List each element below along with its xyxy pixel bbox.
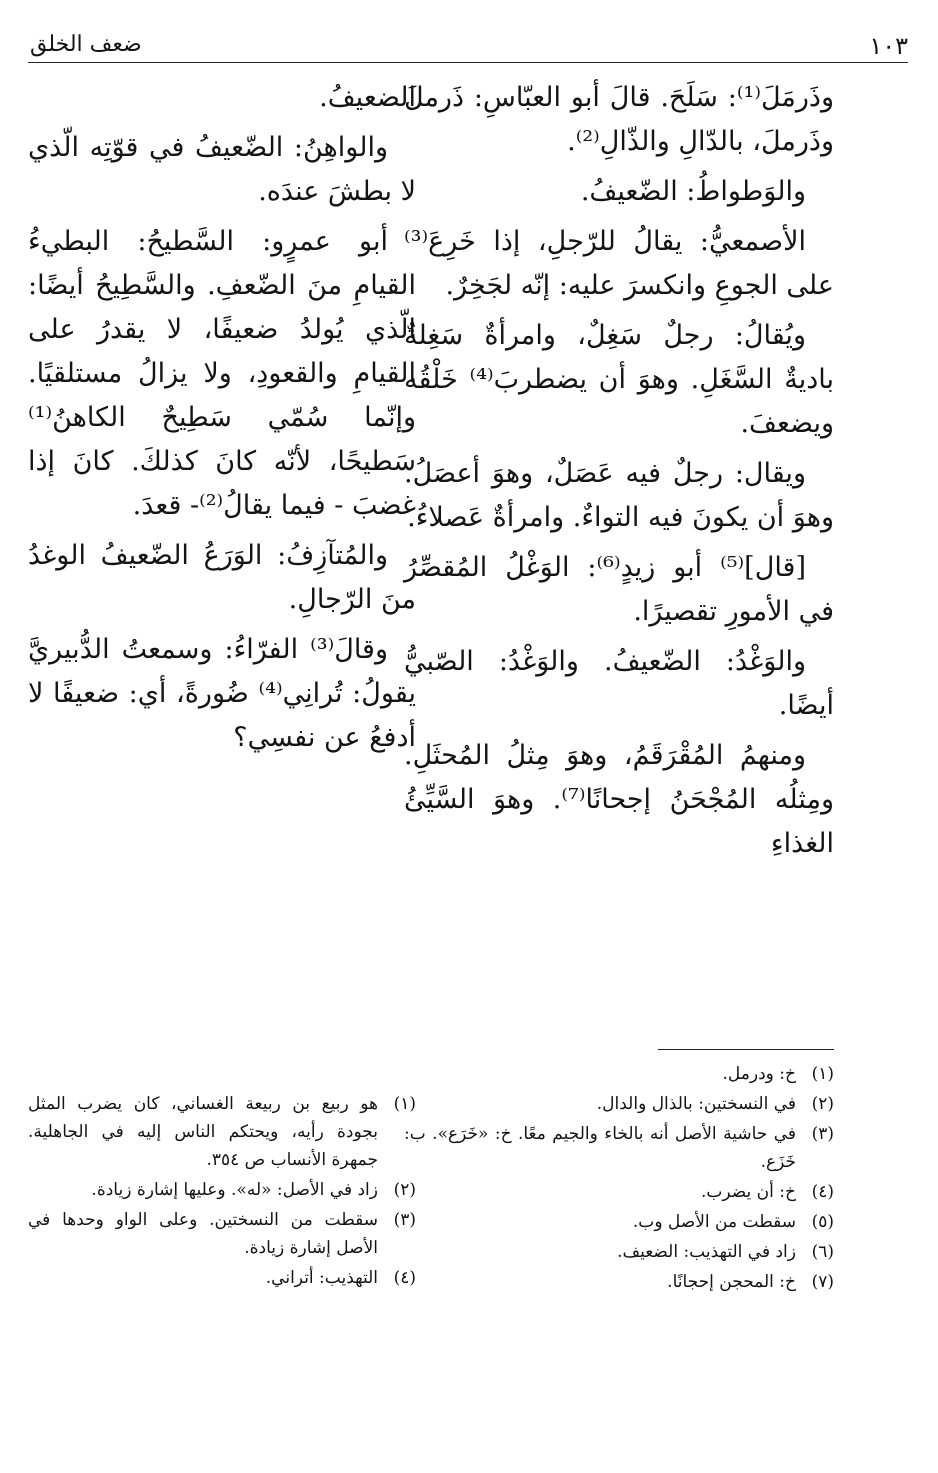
footnote-number: (٤): [393, 1268, 416, 1288]
footnote-number: (٦): [811, 1242, 834, 1262]
footnote: [28, 1206, 416, 1262]
footnote-text: سقطت من النسختين. وعلى الواو وحدها في الأصل إشارة زيادة.: [28, 1210, 378, 1258]
footnote-number: (٤): [811, 1182, 834, 1202]
footnote-text: زاد في التهذيب: الضعيف.: [617, 1242, 796, 1262]
running-title: ضعف الخلق: [30, 32, 142, 57]
footnote-number: (١): [811, 1064, 834, 1084]
footnote-text: التهذيب: أتراني.: [265, 1268, 378, 1288]
paragraph: والوَطواطُ: الضّعيفُ.: [580, 176, 806, 207]
paragraph: والوَغْدُ: الضّعيفُ. والوَغْدُ: الصّبيُّ أيضًا.: [404, 646, 834, 721]
footnote-text: خ: ودرمل.: [722, 1064, 796, 1084]
footnote-text: هو ربيع بن ربيعة الغساني، كان يضرب المثل بجودة رأيه، ويحتكم الناس إليه في الجاهلية. جمهرة الأنساب ص ٣٥٤.: [28, 1094, 378, 1170]
footnote: [404, 1268, 834, 1296]
footnote-text: في حاشية الأصل أنه بالخاء والجيم معًا. خ: «خَرَع». ب: خَزَع.: [404, 1124, 796, 1172]
footnote-text: خ: أن يضرب.: [701, 1182, 796, 1202]
paragraph: الأصمعيُّ: يقالُ للرّجلِ، إذا خَرِعَ⁽³⁾ على الجوعِ وانكسرَ عليه: إنّه لجَخِرٌ.: [404, 226, 834, 301]
footnote-text: سقطت من الأصل وب.: [632, 1212, 796, 1232]
paragraph: أبو عمرٍو: السَّطيحُ: البطيءُ القيامِ منَ الضّعفِ. والسَّطِيحُ أيضًا: الّذي يُولدُ ضعيفًا، لا يقدرُ على القيامِ والقعودِ، ولا يزالُ مستلقيًا. وإنّما سُمّي سَطِيحٌ الكاهنُ⁽¹⁾ سَطيحًا، لأنّه كانَ كذلكَ. كانَ إذا غضبَ - فيما يقالُ⁽²⁾- قعدَ.: [28, 226, 416, 521]
footnote-number: (٢): [393, 1180, 416, 1200]
footnote: [404, 1120, 834, 1176]
footnote: [404, 1208, 834, 1236]
footnote-number: (٥): [811, 1212, 834, 1232]
footnote: [404, 1178, 834, 1206]
footnote: [404, 1060, 834, 1088]
main-text-right-column: [404, 76, 834, 872]
footnotes-right-column: [404, 1060, 834, 1298]
footnote-divider: [658, 1049, 834, 1050]
paragraph: والواهِنُ: الضّعيفُ في قوّتِه الّذي لا بطشَ عندَه.: [28, 132, 416, 207]
paragraph: وقالَ⁽³⁾ الفرّاءُ: وسمعتُ الدُّبيريَّ يقولُ: تُرانِي⁽⁴⁾ ضُورةً، أي: ضعيفًا لا أدفعُ عن نفسِي؟: [28, 634, 417, 753]
footnote: [404, 1238, 834, 1266]
footnote-number: (٧): [811, 1272, 834, 1292]
footnote: [28, 1264, 416, 1292]
footnote-number: (٣): [393, 1210, 416, 1230]
paragraph: ويُقالُ: رجلٌ سَغِلٌ، وامرأةٌ سَغِلةٌ باديةٌ السَّغَلِ. وهوَ أن يضطربَ⁽⁴⁾ خَلْقُه ويضعفَ.: [404, 320, 834, 439]
footnotes-left-column: [28, 1090, 416, 1294]
footnote-text: في النسختين: بالذال والدال.: [596, 1094, 796, 1114]
paragraph: والمُتآزِفُ: الوَرَعُ الضّعيفُ الوغدُ منَ الرّجالِ.: [28, 540, 416, 615]
footnote-text: زاد في الأصل: «له». وعليها إشارة زيادة.: [91, 1180, 378, 1200]
page-number: ١٠٣: [869, 32, 908, 60]
main-text-left-column: [28, 76, 416, 766]
footnote-text: خ: المحجن إحجانًا.: [667, 1272, 796, 1292]
footnote: [28, 1090, 416, 1174]
paragraph: [قال]⁽⁵⁾ أبو زيدٍ⁽⁶⁾: الوَغْلُ المُقصِّرُ في الأمورِ تقصيرًا.: [404, 552, 834, 627]
paragraph: الضعيفُ.: [319, 82, 416, 113]
paragraph: وذَرمَلَ⁽¹⁾: سَلَحَ. قالَ أبو العبّاسِ: ذَرملَ وذَرملَ، بالدّالِ والذّالِ⁽²⁾.: [404, 82, 834, 157]
footnote: [404, 1090, 834, 1118]
header-divider: [28, 62, 908, 63]
page-header: [30, 28, 908, 64]
footnote-number: (٢): [811, 1094, 834, 1114]
footnote-number: (١): [393, 1094, 416, 1114]
footnote-number: (٣): [811, 1124, 834, 1144]
paragraph: ويقال: رجلٌ فيه عَصَلٌ، وهوَ أعصَلُ. وهوَ أن يكونَ فيه التواءٌ. وامرأةٌ عَصلاءُ.: [404, 458, 834, 533]
footnote: [28, 1176, 416, 1204]
paragraph: ومنهمُ المُقْرَقَمُ، وهوَ مِثلُ المُحثَلِ. ومِثلُه المُجْحَنُ إجحانًا⁽⁷⁾. وهوَ السَّيِّئُ الغذاءِ: [404, 740, 834, 859]
